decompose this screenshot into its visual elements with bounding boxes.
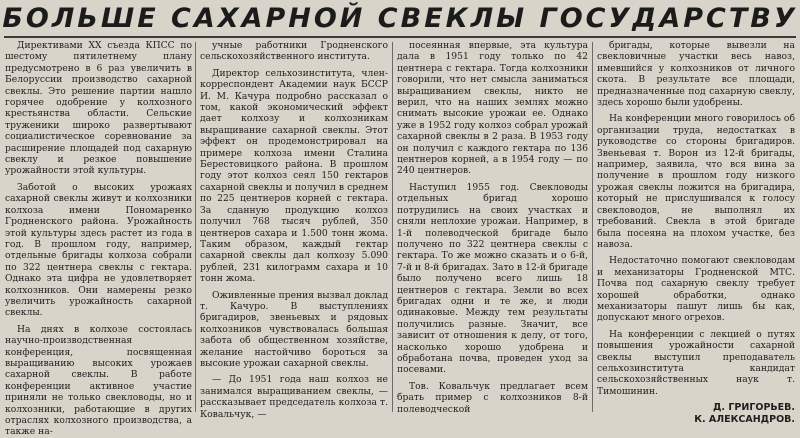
paragraph: Тов. Ковальчук предлагает всем брать пример с колхозников 8-й полеводческой [397,380,588,415]
paragraph: посеянная впервые, эта культура дала в 1951 году только по 42 центнера с гектара. Тогда колхозники говорили, что нет смысла заниматься выращиванием свеклы, никто не верил, что на наших землях можно снимать высокие урожаи ее. Однако уже в 1952 году колхоз собрал урожай сахарной свеклы в 2 раза. В 1953 году он получил с каждого гектара по 136 центнеров корней, а в 1954 году — по 240 центнеров. [397,40,588,177]
author-name: К. АЛЕКСАНДРОВ. [694,414,795,426]
author-signature [597,402,795,426]
column-divider [592,42,593,412]
paragraph: Заботой о высоких урожаях сахарной свеклы живут и колхозники колхоза имени Пономаренко Гродненского района. Урожайность этой культуры здесь растет из года в год. В прошлом году, например, отдельные бригады колхоза собрали по 322 центнера свеклы с гектара. Однако эта цифра не удовлетворяет колхозников. Они намерены резко увеличить урожайность сахарной свеклы. [5,181,192,319]
paragraph: Директор сельхозинститута, член-корреспондент Академии наук БССР И. М. Качура подробно рассказал о том, какой экономический эффект дает колхозу и колхозникам выращивание сахарной свеклы. Этот эффект он продемонстрировал на примере колхоза имени Сталина Берестовицкого района. В прошлом году этот колхоз сеял 150 гектаров сахарной свеклы и получил в среднем по 225 центнеров корней с гектара. За сданную продукцию колхоз получил 768 тысяч рублей, 350 центнеров сахара и 1.500 тонн жома. Таким образом, каждый гектар сахарной свеклы дал колхозу 5.090 рублей, 231 килограмм сахара и 10 тонн жома. [200,67,388,285]
paragraph: — До 1951 года наш колхоз не занимался выращиванием свеклы, — рассказывает председатель колхоза т. Ковальчук, — [200,374,388,420]
article-headline: БОЛЬШЕ САХАРНОЙ СВЕКЛЫ ГОСУДАРСТВУ [2,3,798,34]
paragraph: бригады, которые вывезли на свекловичные участки весь навоз, имевшийся у колхозников от личного скота. В результате все площади, предназначенные под сахарную свеклу, здесь хорошо были удобрены. [597,40,795,109]
paragraph: Директивами XX съезда КПСС по шестому пятилетнему плану предусмотрено в 6 раз увеличить в Белоруссии производство сахарной свеклы. Это решение партии нашло горячее одобрение у колхозного крестьянства области. Сельские труженики широко развертывают социалистическое соревнование за расширение площадей под сахарную свеклу и резкое повышение урожайности этой культуры. [5,40,192,177]
paragraph: Наступил 1955 год. Свекловоды отдельных бригад хорошо потрудились на своих участках и сняли неплохие урожаи. Например, в 1-й полеводческой бригаде было получено по 322 центнера свеклы с гектара. То же можно сказать и о 6-й, 7-й и 8-й бригадах. Зато в 12-й бригаде было получено всего лишь 18 центнеров с гектара. Земли во всех бригадах одни и те же, и люди одинаковые. Между тем результаты получились разные. Значит, все зависит от отношения к делу, от того, насколько хорошо удобрена и обработана почва, проведен уход за посевами. [397,181,588,376]
paragraph: учные работники Гродненского сельскохозяйственного института. [200,40,388,63]
paragraph: На днях в колхозе состоялась научно-производственная конференция, посвященная выращиванию высоких урожаев сахарной свеклы. В работе конференции активное участие приняли не только свекловоды, но и колхозники, работающие в других отраслях колхозного производства, а также на- [5,323,192,438]
article-column-2 [200,40,388,420]
paragraph: На конференции с лекцией о путях повышения урожайности сахарной свеклы выступил преподаватель сельхозинститута кандидат сельскохозяйственных наук т. Тимошинин. [597,328,795,397]
column-divider [195,42,196,412]
column-divider [392,42,393,412]
article-column-3 [397,40,588,415]
paragraph: На конференции много говорилось об организации труда, недостатках в руководстве со стороны бригадиров. Звеньевая т. Ворон из 12-й бригады, например, заявила, что вся вина за получение в прошлом году низкого урожая свеклы ложится на бригадира, который не прислушивался к голосу свекловодов, не выполнял их требований. Свекла в этой бригаде была посеяна на плохом участке, без навоза. [597,113,795,250]
author-name: Д. ГРИГОРЬЕВ. [712,402,795,414]
headline-rule [4,36,796,38]
paragraph: Недостаточно помогают свекловодам и механизаторы Гродненской МТС. Почва под сахарную свеклу требует хорошей обработки, однако механизаторы пашут лишь бы как, допускают много огрехов. [597,255,795,324]
article-column-4 [597,40,795,426]
paragraph: Оживленные прения вызвал доклад т. Качуро. В выступлениях бригадиров, звеньевых и рядовых колхозников чувствовалась большая забота об общественном хозяйстве, желание настойчиво бороться за высокие урожаи сахарной свеклы. [200,289,388,369]
article-column-1 [5,40,192,438]
